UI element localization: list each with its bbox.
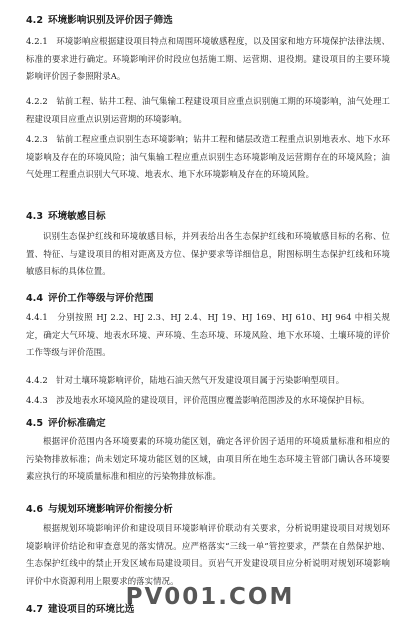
paragraph-4-2-2: 4.2.2 钻前工程、钻井工程、油气集输工程建设项目应重点识别施工期的环境影响，油气处理工程建设项目应重点识别运营期的环境影响。 xyxy=(26,96,390,124)
paragraph-4-5: 根据评价范围内各环境要素的环境功能区划，确定各评价因子适用的环境质量标准和相应的污染物排放标准；尚未划定环境功能区划的区域，由项目所在地生态环境主管部门确认各环境要素应执行的环境质量标准和相应的污染物排放标准。 xyxy=(26,436,390,481)
watermark: PV001.COM xyxy=(125,584,295,610)
paragraph-4-2-3: 4.2.3 钻前工程应重点识别生态环境影响；钻井工程和储层改造工程重点识别地表水、地下水环境影响及存在的环境风险；油气集输工程应重点识别生态环境影响及运营期存在的环境风险；油气处理工程重点识别大气环境、地表水、地下水环境影响及存在的环境风险。 xyxy=(26,134,390,179)
section-heading-4-7: 4.7 建设项目的环境比选 xyxy=(26,604,135,615)
section-heading-4-6: 4.6 与规划环境影响评价衔接分析 xyxy=(26,504,173,515)
section-heading-4-4: 4.4 评价工作等级与评价范围 xyxy=(26,293,154,304)
section-heading-4-3: 4.3 环境敏感目标 xyxy=(26,211,106,222)
paragraph-4-4-2: 4.4.2 针对土壤环境影响评价，陆地石油天然气开发建设项目属于污染影响型项目。 xyxy=(26,375,345,385)
section-heading-4-2: 4.2 环境影响识别及评价因子筛选 xyxy=(26,15,173,26)
paragraph-4-4-3: 4.4.3 涉及地表水环境风险的建设项目，评价范围应覆盖影响范围涉及的水环境保护目标。 xyxy=(26,395,370,405)
paragraph-4-3: 识别生态保护红线和环境敏感目标，并列表给出各生态保护红线和环境敏感目标的名称、位置、特征、与建设项目的相对距离及方位、保护要求等详细信息，附图标明生态保护红线和环境敏感目标的具体位置。 xyxy=(26,231,390,276)
section-heading-4-5: 4.5 评价标准确定 xyxy=(26,418,106,429)
paragraph-4-4-1: 4.4.1 分别按照 HJ 2.2、HJ 2.3、HJ 2.4、HJ 19、HJ 169、HJ 610、HJ 964 中相关规定，确定大气环境、地表水环境、声环境、生态环境、环境风险、地下水环境、土壤环境的评价工作等级与评价范围。 xyxy=(26,312,390,357)
paragraph-4-2-1: 4.2.1 环境影响应根据建设项目特点和周围环境敏感程度，以及国家和地方环境保护法律法规、标准的要求进行确定。环境影响评价时段应包括施工期、运营期、退役期。建设项目的主要环境影响评价因子参照附录A。 xyxy=(26,36,390,81)
paragraph-4-6: 根据规划环境影响评价和建设项目环境影响评价联动有关要求，分析说明建设项目对规划环境影响评价结论和审查意见的落实情况。应严格落实“三线一单”管控要求，严禁在自然保护地、生态保护红线中的禁止开发区域布局建设项目。页岩气开发建设项目应分析说明对规划环境影响评价中水资源利用上限要求的落实情况。 xyxy=(26,523,390,586)
